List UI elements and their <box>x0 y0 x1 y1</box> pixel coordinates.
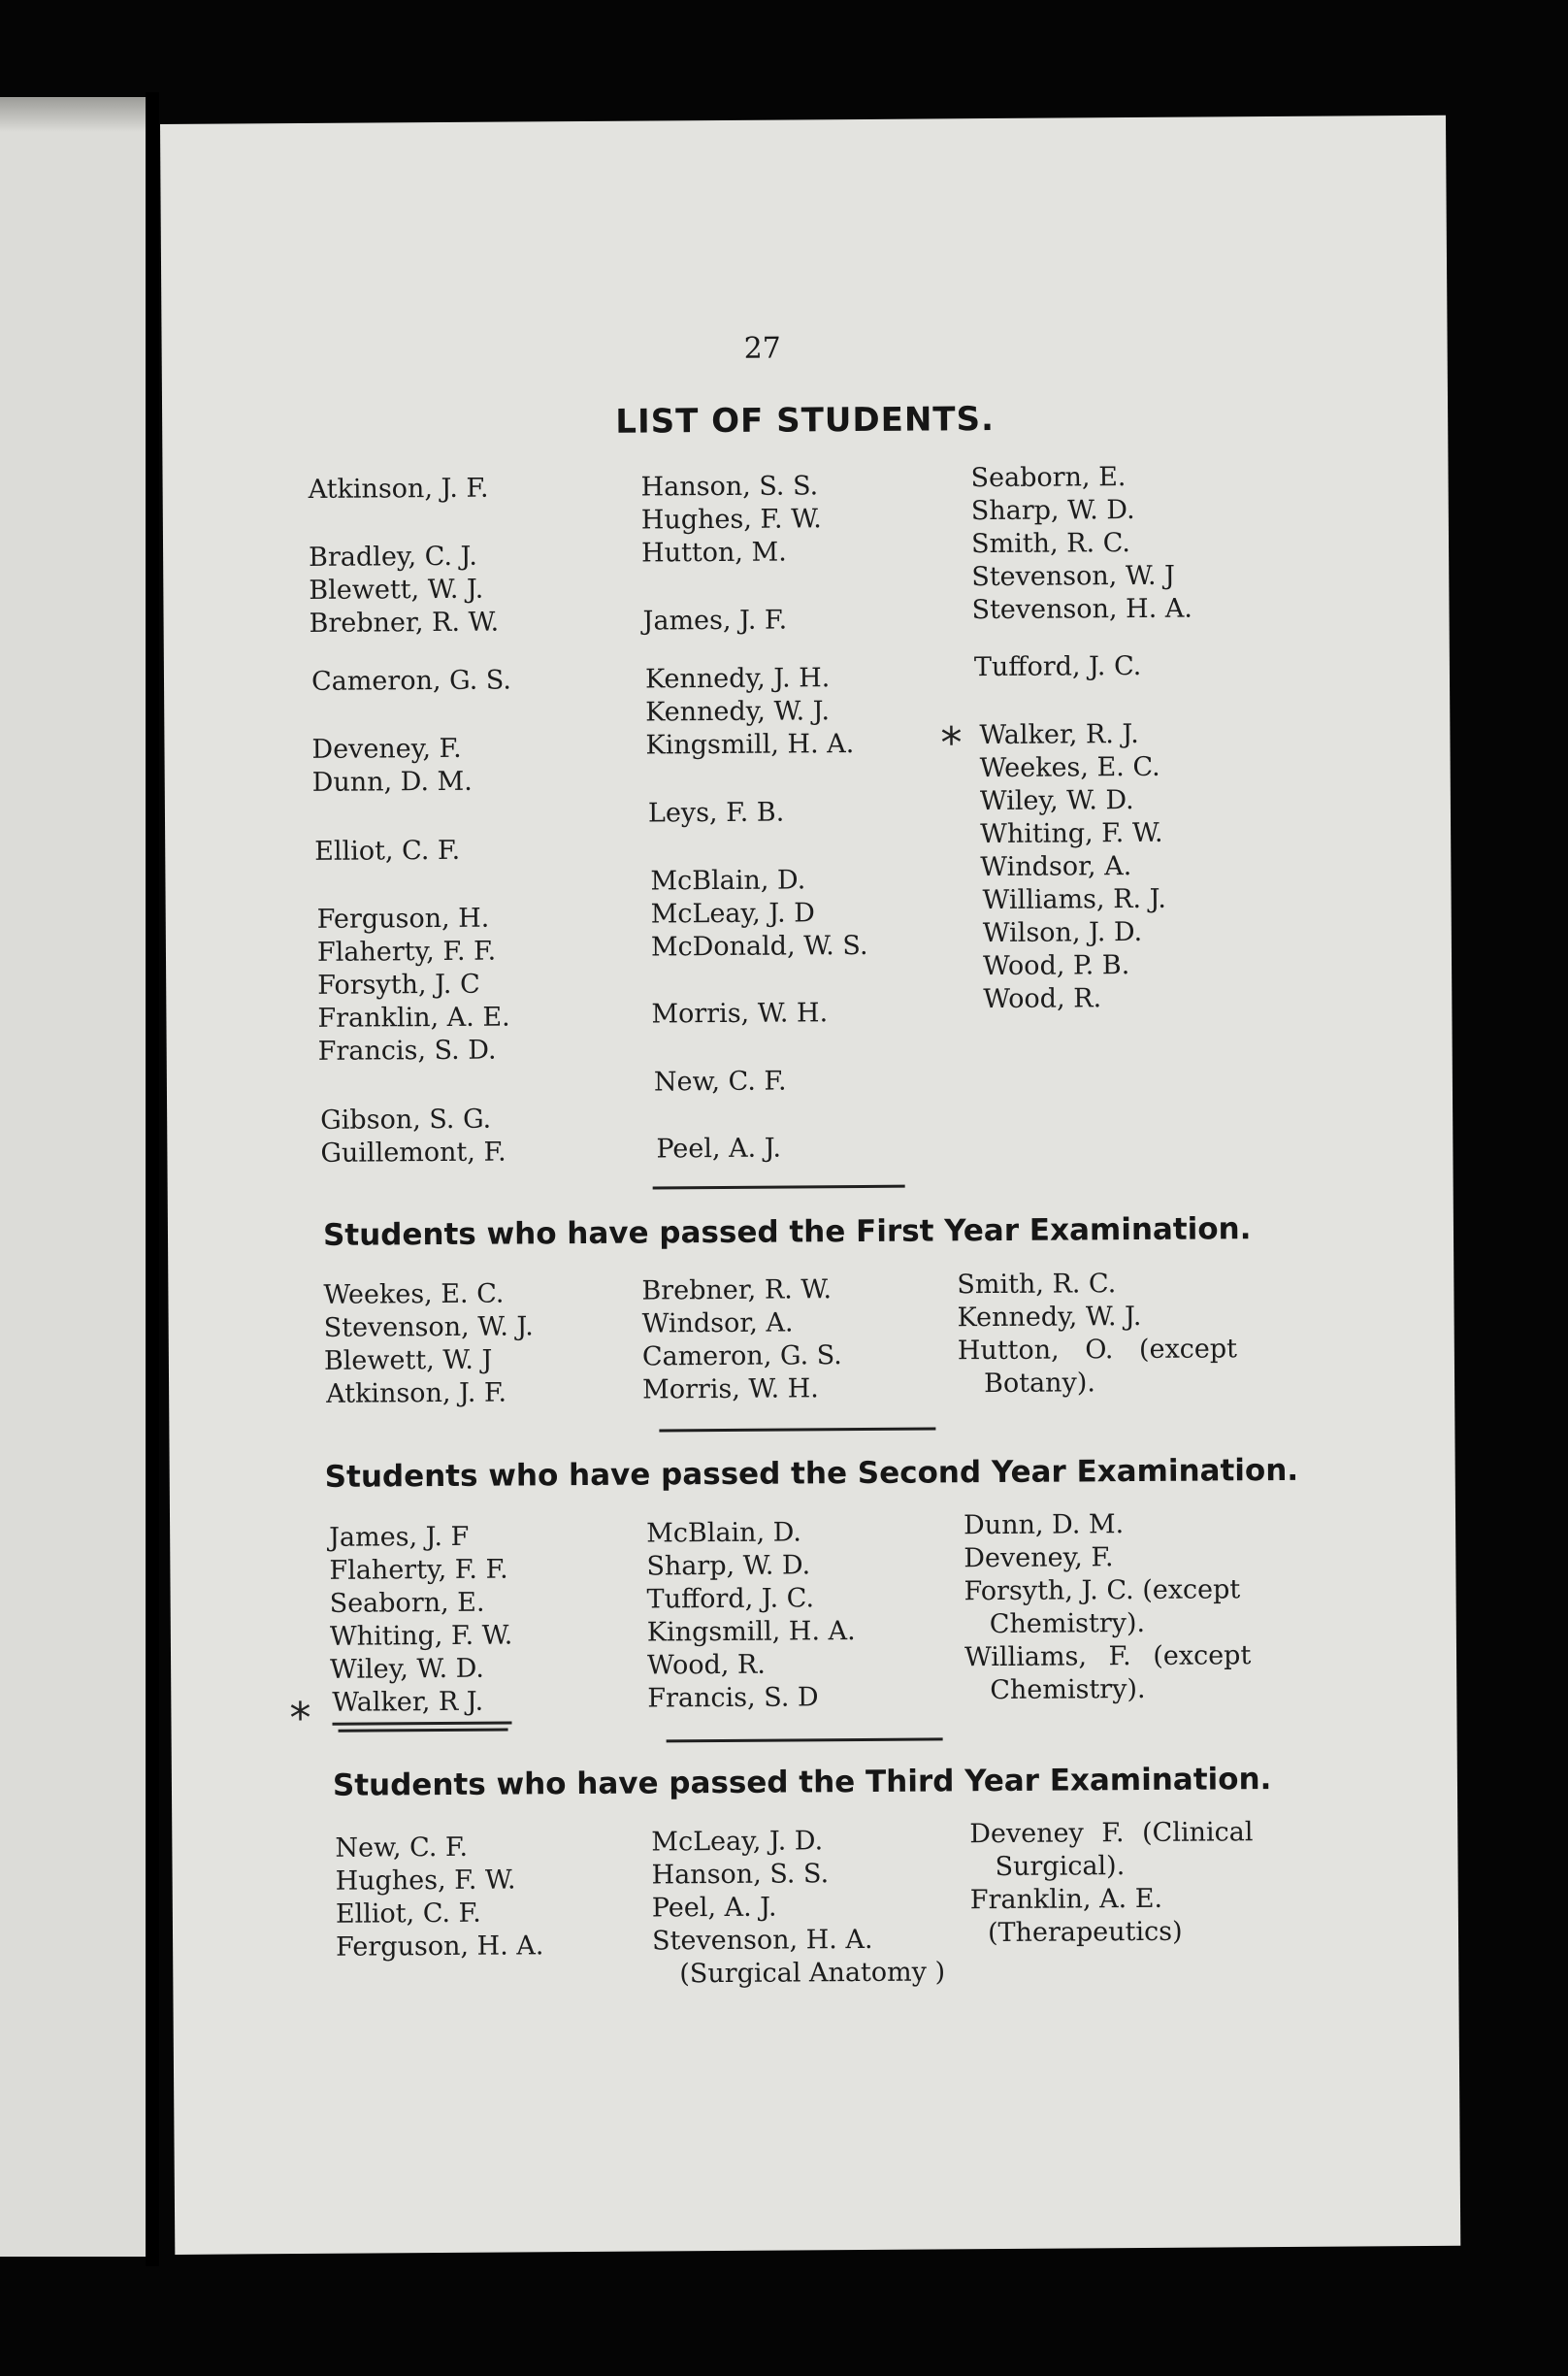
student-entry: Dunn, D. M. <box>963 1509 1125 1541</box>
student-entry: Francis, S. D. <box>317 1035 497 1067</box>
student-entry: Peel, A. J. <box>656 1133 782 1165</box>
student-entry: James, J. F. <box>642 605 788 637</box>
student-entry: Blewett, W. J. <box>309 574 484 606</box>
student-entry: McBlain, D. <box>646 1517 802 1549</box>
student-entry: Hanson, S. S. <box>651 1859 830 1891</box>
student-entry: Whiting, F. W. <box>980 817 1163 850</box>
third-year-heading: Students who have passed the Third Year Examination. <box>332 1762 1272 1803</box>
student-entry: Surgical). <box>995 1851 1126 1883</box>
student-entry: Elliot, C. F. <box>314 835 461 867</box>
document-page <box>160 116 1460 2255</box>
student-entry: Seaborn, E. <box>970 462 1127 494</box>
student-entry: Weekes, E. C. <box>323 1278 505 1310</box>
student-entry: Weekes, E. C. <box>979 751 1160 784</box>
first-year-heading: Students who have passed the First Year Examination. <box>322 1211 1252 1253</box>
book-binding <box>146 92 159 2266</box>
student-entry: Flaherty, F. F. <box>329 1554 508 1586</box>
student-entry: Atkinson, J. F. <box>326 1377 507 1409</box>
student-entry: Flaherty, F. F. <box>316 936 497 968</box>
student-entry: Forsyth, J. C. (except <box>964 1574 1241 1607</box>
student-entry: Kingsmill, H. A. <box>645 729 855 761</box>
student-entry: Wilson, J. D. <box>982 916 1143 949</box>
page-title: LIST OF STUDENTS. <box>615 400 996 442</box>
student-entry: Wood, R. <box>983 983 1102 1015</box>
student-entry: Blewett, W. J <box>323 1344 493 1376</box>
student-entry: Walker, R J. <box>332 1686 484 1718</box>
student-entry: Dunn, D. M. <box>311 766 473 798</box>
student-entry: Peel, A. J. <box>651 1892 777 1924</box>
handwritten-underline <box>339 1729 508 1732</box>
student-entry: (Therapeutics) <box>987 1916 1183 1949</box>
student-entry: Morris, W. H. <box>651 998 829 1030</box>
student-entry: Bradley, C. J. <box>309 541 477 573</box>
student-entry: Whiting, F. W. <box>329 1620 513 1652</box>
student-entry: Leys, F. B. <box>647 797 785 829</box>
student-entry: New, C. F. <box>653 1066 787 1098</box>
student-entry: Morris, W. H. <box>642 1373 819 1405</box>
student-entry: Walker, R. J. <box>979 718 1139 751</box>
previous-page-edge <box>0 97 146 2257</box>
section-divider <box>667 1737 943 1742</box>
student-entry: Stevenson, W. J <box>971 560 1176 593</box>
student-entry: Gibson, S. G. <box>320 1104 492 1136</box>
student-entry: Cameron, G. S. <box>641 1340 842 1372</box>
student-entry: Deveney, F. <box>311 733 462 765</box>
section-divider <box>653 1185 905 1190</box>
student-entry: Windsor, A. <box>980 851 1132 883</box>
student-entry: James, J. F <box>329 1521 470 1553</box>
student-entry: (Surgical Anatomy ) <box>679 1957 946 1990</box>
student-entry: Stevenson, H. A. <box>651 1924 873 1957</box>
student-entry: Williams, F. (except <box>964 1640 1252 1673</box>
student-entry: Smith, R. C. <box>957 1269 1117 1301</box>
student-entry: Franklin, A. E. <box>969 1883 1163 1916</box>
student-entry: Wiley, W. D. <box>330 1653 485 1685</box>
student-entry: Stevenson, W. J. <box>323 1311 534 1343</box>
student-entry: Deveney F. (Clinical <box>969 1817 1254 1850</box>
student-entry: Smith, R. C. <box>970 528 1131 560</box>
student-entry: Franklin, A. E. <box>317 1002 510 1034</box>
student-entry: Brebner, R. W. <box>309 607 500 639</box>
second-year-heading: Students who have passed the Second Year Examination. <box>324 1452 1299 1495</box>
section-divider <box>659 1427 935 1432</box>
student-entry: Francis, S. D <box>647 1682 819 1714</box>
student-entry: Hughes, F. W. <box>335 1864 516 1897</box>
student-entry: Ferguson, H. <box>316 903 490 935</box>
asterisk-mark: * <box>940 718 963 769</box>
student-entry: McLeay, J. D. <box>651 1826 824 1858</box>
student-entry: Wood, R. <box>646 1649 767 1681</box>
student-entry: Kennedy, W. J. <box>645 696 831 728</box>
student-entry: Brebner, R. W. <box>641 1274 833 1306</box>
student-entry: Ferguson, H. A. <box>336 1930 544 1963</box>
student-entry: Kennedy, J. H. <box>644 663 831 695</box>
student-entry: Hughes, F. W. <box>640 504 822 536</box>
student-entry: Atkinson, J. F. <box>308 473 489 505</box>
student-entry: Chemistry). <box>989 1607 1146 1640</box>
student-entry: Kennedy, W. J. <box>957 1301 1142 1334</box>
handwritten-underline <box>333 1722 512 1726</box>
student-entry: Deveney, F. <box>964 1542 1114 1574</box>
student-entry: Elliot, C. F. <box>335 1898 481 1930</box>
student-entry: Forsyth, J. C <box>317 969 480 1001</box>
student-entry: Guillemont, F. <box>320 1137 506 1169</box>
asterisk-mark: * <box>289 1693 311 1744</box>
student-entry: Stevenson, H. A. <box>971 593 1193 626</box>
student-entry: McBlain, D. <box>650 865 806 897</box>
student-entry: Wood, P. B. <box>982 950 1130 982</box>
student-entry: Hutton, M. <box>640 537 787 569</box>
student-entry: Hutton, O. (except <box>957 1334 1238 1367</box>
student-entry: Chemistry). <box>990 1673 1146 1706</box>
student-entry: Sharp, W. D. <box>646 1550 811 1582</box>
student-entry: Seaborn, E. <box>329 1587 485 1619</box>
student-entry: Tufford, J. C. <box>646 1583 815 1615</box>
student-entry: Cameron, G. S. <box>310 665 512 697</box>
student-entry: Williams, R. J. <box>982 883 1167 916</box>
previous-page-shadow <box>0 97 146 132</box>
student-entry: Wiley, W. D. <box>979 785 1134 817</box>
student-entry: Sharp, W. D. <box>970 494 1135 527</box>
student-entry: McDonald, W. S. <box>650 930 868 963</box>
student-entry: Botany). <box>983 1368 1095 1400</box>
student-entry: McLeay, J. D <box>650 898 815 930</box>
page-number: 27 <box>743 331 781 366</box>
student-entry: New, C. F. <box>335 1832 469 1864</box>
student-entry: Windsor, A. <box>641 1307 794 1339</box>
student-entry: Kingsmill, H. A. <box>646 1616 856 1648</box>
student-entry: Hanson, S. S. <box>640 471 819 503</box>
student-entry: Tufford, J. C. <box>973 650 1142 683</box>
